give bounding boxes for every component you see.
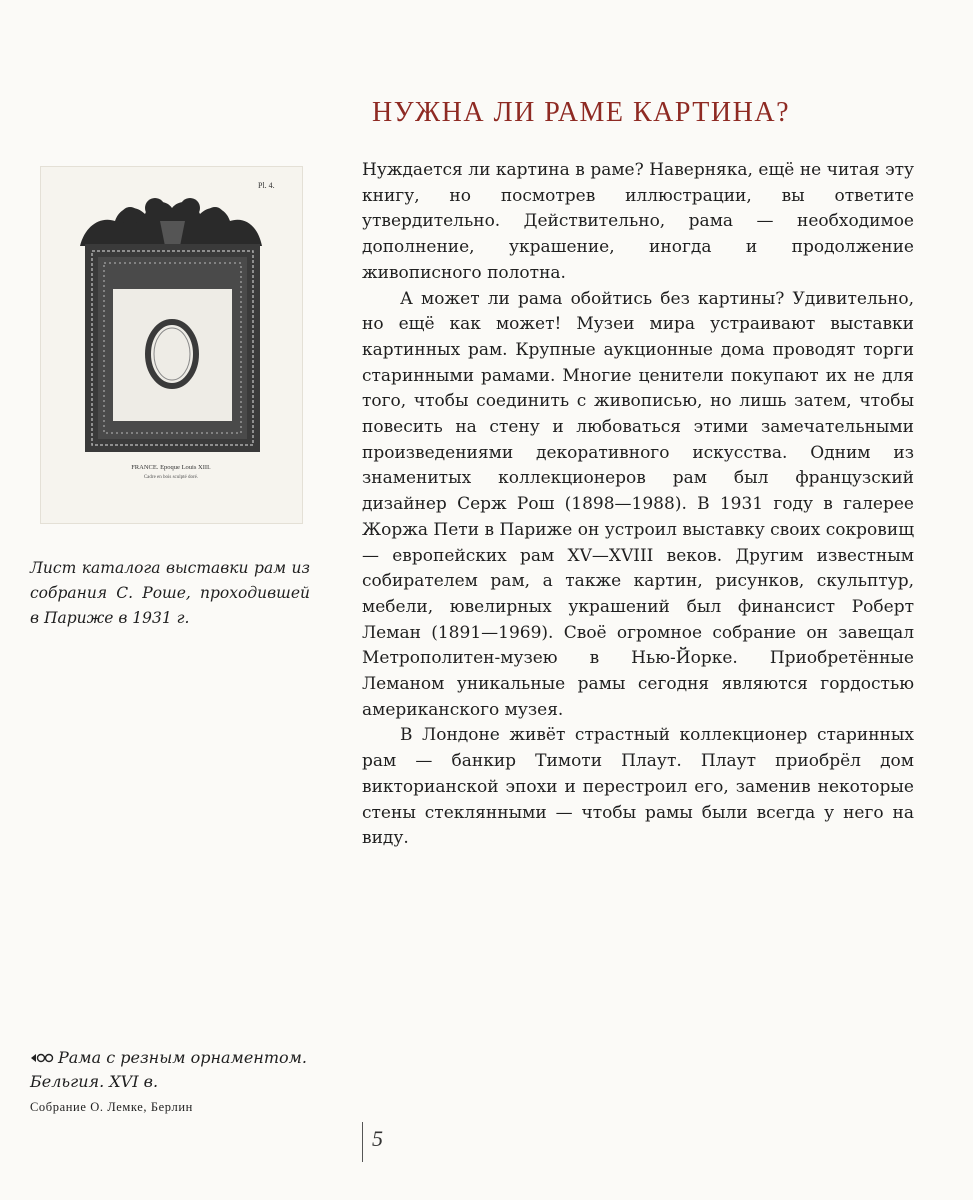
side-note-collection: Собрание О. Лемке, Берлин bbox=[30, 1100, 193, 1114]
catalog-plate-image bbox=[40, 166, 303, 524]
paragraph: Нуждается ли картина в раме? Наверняка, ещё не читая эту книгу, но посмотрев иллюстрации, вы ответите утвердительно. Действительно, рама — необходимое дополнение, украшение, иногда и продолжение живописного полотна. bbox=[362, 160, 914, 283]
side-note-origin: Бельгия. XVI в. bbox=[30, 1072, 159, 1091]
paragraph: А может ли рама обойтись без картины? Удивительно, но ещё как может! Музеи мира устраивают выставки картинных рам. Крупные аукционные дома проводят торги старинными рамами. Многие ценители покупают их не для того, чтобы соединить с живописью, но лишь затем, чтобы повесить на стену и любоваться этими замечательными произведениями декоративного искусства. Одним из знаменитых коллекционеров рам был французский дизайнер Серж Рош (1898—1988). В 1931 году в галерее Жоржа Пети в Париже он устроил выставку своих сокровищ — европейских рам XV—XVIII веков. Другим известным собирателем рам, а также картин, рисунков, скульптур, мебели, ювелирных украшений был финансист Роберт Леман (1891—1969). Своё огромное собрание он завещал Метрополитен-музею в Нью-Йорке. Приобретённые Леманом уникальные рамы сегодня являются гордостью американского музея. bbox=[362, 288, 914, 720]
plate-caption-line2: Cadre en bois sculpté doré. bbox=[143, 475, 199, 480]
page-title: НУЖНА ЛИ РАМЕ КАРТИНА? bbox=[372, 97, 790, 128]
frame-opening bbox=[113, 289, 232, 421]
side-note bbox=[30, 1046, 330, 1115]
paragraph: В Лондоне живёт страстный коллекционер старинных рам — банкир Тимоти Плаут. Плаут приобрёл дом викторианской эпохи и перестроил его, заменив некоторые стены стеклянными — чтобы рамы были всегда у него на виду. bbox=[362, 725, 914, 849]
plate-number: Pl. 4. bbox=[258, 181, 275, 190]
article-body bbox=[362, 158, 914, 852]
page-number: 5 bbox=[372, 1126, 383, 1151]
figure-caption: Лист каталога выставки рам из собрания С. Роше, проходившей в Париже в 1931 г. bbox=[30, 559, 310, 627]
plate-caption-line1: FRANCE. Epoque Louis XIII. bbox=[131, 464, 211, 471]
page-number-divider bbox=[362, 1122, 363, 1162]
side-note-title: Рама с резным орнаментом. bbox=[58, 1048, 307, 1067]
pointer-arrow-icon bbox=[30, 1046, 54, 1070]
crest-ornament bbox=[80, 198, 262, 246]
